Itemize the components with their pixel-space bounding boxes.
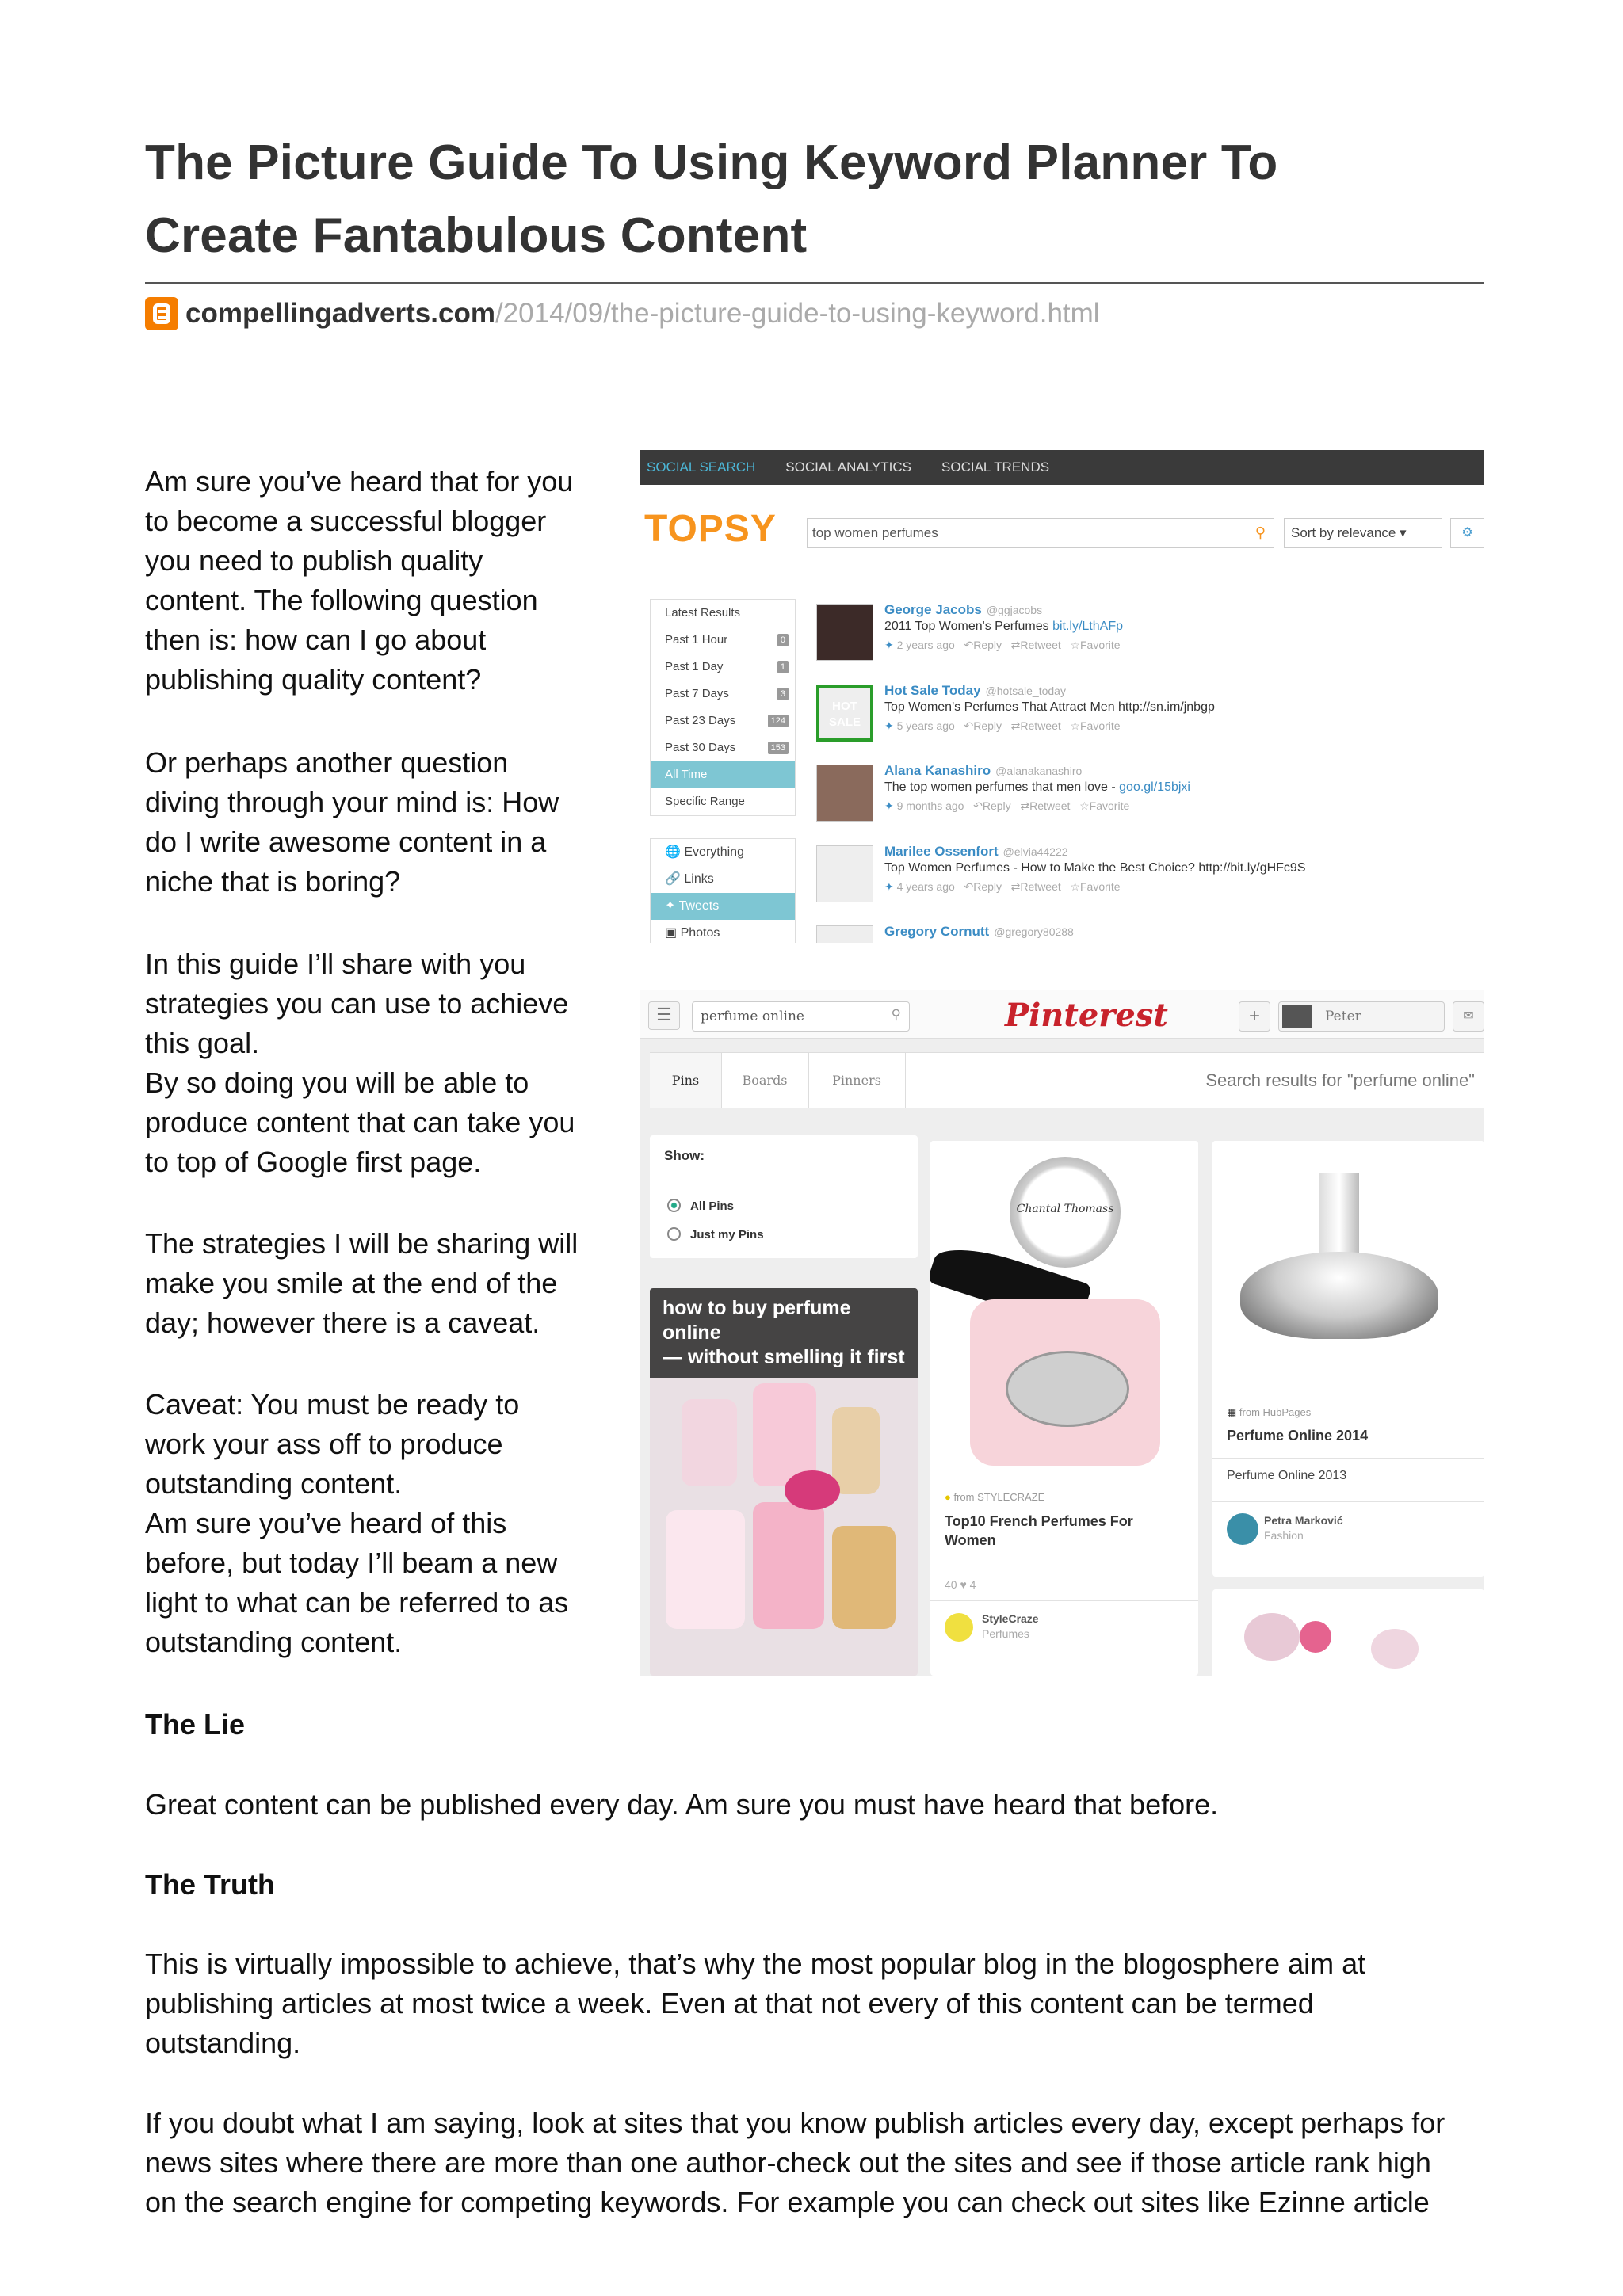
heading-the-truth: The Truth: [145, 1868, 275, 1901]
tweet-link[interactable]: bit.ly/LthAFp: [1052, 620, 1123, 633]
paragraph-truth: This is virtually impossible to achieve, that’s why the most popular blog in the blogosphere aim at publishing articles at most twice a week. Even at that not every of this content can be termed outstanding.: [145, 1947, 1366, 2059]
pin-image-bottle: [930, 1141, 1198, 1474]
pin-description: Perfume Online 2013: [1227, 1469, 1347, 1482]
bottle-shape: [1240, 1252, 1438, 1339]
topsy-logo[interactable]: TOPSY: [644, 508, 777, 550]
paragraph-lie: Great content can be published every day. Am sure you must have heard that before.: [145, 1788, 1219, 1821]
tweet-author[interactable]: Gregory Cornutt @gregory80288: [884, 924, 1074, 939]
bottle-shape: [682, 1399, 737, 1486]
tab-pinners[interactable]: Pinners: [808, 1053, 906, 1108]
pin-image-bottle: [1212, 1141, 1484, 1398]
search-tabs: [650, 1052, 1484, 1108]
sort-dropdown[interactable]: Sort by relevance ▾: [1284, 518, 1442, 548]
source-path[interactable]: /2014/09/the-picture-guide-to-using-keyword.html: [495, 298, 1100, 329]
pin-caption: how to buy perfume online — without smelling it first: [650, 1288, 918, 1378]
paragraph-doubt: If you doubt what I am saying, look at sites that you know publish articles every day, except perhaps for news sites where there are more than one author-check out the sites and see if those article rank high on the search engine for competing keywords. For example you can check out sites like Ezinne article: [145, 2107, 1445, 2218]
filter-past-7-days[interactable]: Past 7 Days 3: [651, 681, 795, 707]
filter-latest-results[interactable]: Latest Results: [665, 606, 741, 620]
intro-paragraph-2: Or perhaps another question diving through your mind is: How do I write awesome content in a niche that is boring?: [145, 746, 559, 898]
radio-all-pins[interactable]: All Pins: [667, 1199, 734, 1213]
tweet-meta: ✦ 5 years ago ↶Reply ⇄Retweet ☆Favorite: [884, 719, 1121, 732]
bottle-shape: [753, 1502, 824, 1629]
filter-tweets[interactable]: ✦ Tweets: [651, 893, 795, 920]
search-icon[interactable]: ⚲: [1254, 524, 1266, 540]
divider: [1212, 1501, 1484, 1502]
flower-shape: [1244, 1613, 1300, 1661]
pin-board-owner[interactable]: StyleCraze Perfumes: [982, 1612, 1039, 1640]
filter-specific-range[interactable]: Specific Range: [665, 795, 745, 808]
pin-card-styleecraze[interactable]: [930, 1141, 1198, 1676]
tweet-text: Top Women's Perfumes That Attract Men http://sn.im/jnbgp: [884, 700, 1215, 714]
tab-social-analytics[interactable]: SOCIAL ANALYTICS: [785, 460, 912, 475]
filter-past-1-hour[interactable]: Past 1 Hour 0: [651, 627, 795, 654]
avatar[interactable]: [816, 765, 873, 822]
tweet-item: [816, 763, 1482, 834]
intro-paragraph-1: Am sure you’ve heard that for you to become a successful blogger you need to publish quality content. The following question then is: how can I go about publishing quality content?: [145, 465, 574, 696]
type-filter-list: [650, 838, 796, 943]
pinterest-logo[interactable]: Pinterest: [1005, 997, 1168, 1034]
source-domain[interactable]: compellingadverts.com: [185, 298, 495, 329]
pin-stats: 40 ♥ 4: [945, 1578, 976, 1591]
filter-everything[interactable]: 🌐 Everything: [665, 845, 744, 859]
pinterest-header: [640, 990, 1484, 1039]
tab-social-search[interactable]: SOCIAL SEARCH: [647, 460, 756, 475]
gear-icon[interactable]: ⚙: [1450, 518, 1484, 548]
tweet-text: The top women perfumes that men love - goo.gl/15bjxi: [884, 780, 1190, 794]
pin-board-owner[interactable]: Petra Marković Fashion: [1264, 1514, 1343, 1542]
divider: [1212, 1458, 1484, 1459]
pin-source: ▦ from HubPages: [1227, 1406, 1312, 1418]
flower-shape: [1371, 1629, 1419, 1669]
source-icon: ●: [945, 1491, 951, 1503]
bottle-neck-shape: [1319, 1173, 1359, 1260]
avatar[interactable]: [816, 925, 873, 943]
pinterest-screenshot: [640, 990, 1484, 1676]
tweet-item: [816, 602, 1482, 673]
intro-paragraph-5: Caveat: You must be ready to work your ass off to produce outstanding content. Am sure you’ve heard of this before, but today I’ll beam a new light to what can be referred to as outstanding content.: [145, 1388, 569, 1658]
tweet-item: [816, 924, 1482, 943]
show-filter-panel: [650, 1135, 918, 1258]
avatar[interactable]: [816, 845, 873, 902]
tweet-author[interactable]: George Jacobs @ggjacobs: [884, 602, 1043, 617]
topsy-screenshot: [640, 450, 1484, 943]
user-menu[interactable]: Peter: [1278, 1001, 1445, 1032]
pin-title[interactable]: Top10 French Perfumes For Women: [945, 1513, 1133, 1548]
bottle-shape: [832, 1526, 896, 1629]
tweet-item: [816, 683, 1482, 754]
bow-shape: [785, 1470, 840, 1510]
tab-boards[interactable]: Boards: [721, 1053, 809, 1108]
title-divider: [145, 282, 1484, 284]
tweet-meta: ✦ 2 years ago ↶Reply ⇄Retweet ☆Favorite: [884, 639, 1121, 651]
radio-just-my-pins[interactable]: Just my Pins: [667, 1227, 764, 1241]
filter-past-30-days[interactable]: Past 30 Days 153: [651, 734, 795, 761]
hubpages-icon: ▦: [1227, 1406, 1237, 1418]
avatar: [1282, 1005, 1312, 1028]
avatar[interactable]: [1227, 1513, 1258, 1545]
search-results-label: Search results for "perfume online": [1205, 1070, 1475, 1090]
pin-card-flowers[interactable]: [1212, 1589, 1484, 1676]
bottle-shape: [666, 1510, 745, 1629]
divider: [930, 1600, 1198, 1601]
filter-links[interactable]: 🔗 Links: [665, 872, 714, 886]
add-pin-button[interactable]: +: [1239, 1001, 1270, 1032]
pin-source: ● from STYLECRAZE: [945, 1491, 1045, 1503]
bottle-shape: [832, 1407, 880, 1494]
tab-pins[interactable]: Pins: [650, 1053, 722, 1108]
filter-past-1-day[interactable]: Past 1 Day 1: [651, 654, 795, 681]
tweet-author[interactable]: Hot Sale Today @hotsale_today: [884, 683, 1066, 698]
pin-title[interactable]: Perfume Online 2014: [1227, 1428, 1369, 1444]
time-filter-list: [650, 599, 796, 816]
hot-sale-avatar[interactable]: HOT SALE: [816, 685, 873, 742]
pin-image-perfume-collection[interactable]: [650, 1288, 918, 1676]
tweet-author[interactable]: Marilee Ossenfort @elvia44222: [884, 844, 1068, 859]
tweet-link[interactable]: goo.gl/15bjxi: [1119, 780, 1190, 794]
heading-the-lie: The Lie: [145, 1708, 246, 1741]
tweet-text: 2011 Top Women's Perfumes bit.ly/LthAFp: [884, 620, 1123, 633]
tab-social-trends[interactable]: SOCIAL TRENDS: [941, 460, 1050, 475]
show-title: Show:: [664, 1148, 705, 1163]
intro-paragraph-4: The strategies I will be sharing will make you smile at the end of the day; however there is a caveat.: [145, 1227, 579, 1339]
blogger-icon: [145, 297, 178, 330]
bottle-label-shape: [1006, 1351, 1129, 1427]
tweet-meta: ✦ 9 months ago ↶Reply ⇄Retweet ☆Favorite: [884, 799, 1130, 812]
pinterest-search-input[interactable]: perfume online ⚲: [692, 1001, 910, 1032]
tweet-meta: ✦ 4 years ago ↶Reply ⇄Retweet ☆Favorite: [884, 880, 1121, 893]
avatar[interactable]: [945, 1613, 973, 1642]
topsy-nav: [640, 450, 1484, 485]
bottle-brand: Chantal Thomass: [1016, 1203, 1114, 1215]
source-line: [145, 296, 1100, 331]
filter-past-23-days[interactable]: Past 23 Days 124: [651, 707, 795, 734]
topsy-search-input[interactable]: top women perfumes ⚲: [807, 518, 1274, 548]
menu-icon[interactable]: ☰: [648, 1001, 680, 1030]
tweet-text: Top Women Perfumes - How to Make the Best Choice? http://bit.ly/gHFc9S: [884, 861, 1306, 875]
avatar[interactable]: [816, 604, 873, 661]
intro-paragraph-3: In this guide I’ll share with you strategies you can use to achieve this goal. By so doing you will be able to produce content that can take you to top of Google first page.: [145, 948, 575, 1178]
filter-photos[interactable]: ▣ Photos: [665, 926, 720, 940]
tweet-author[interactable]: Alana Kanashiro @alanakanashiro: [884, 763, 1083, 778]
pin-card-hubpages[interactable]: [1212, 1141, 1484, 1577]
notifications-icon[interactable]: ✉: [1453, 1001, 1484, 1032]
filter-all-time[interactable]: All Time: [651, 761, 795, 788]
search-icon[interactable]: ⚲: [891, 1007, 901, 1023]
flower-shape: [1300, 1621, 1331, 1653]
tweet-item: [816, 844, 1482, 915]
article-title: The Picture Guide To Using Keyword Planner To Create Fantabulous Content: [145, 135, 1278, 263]
